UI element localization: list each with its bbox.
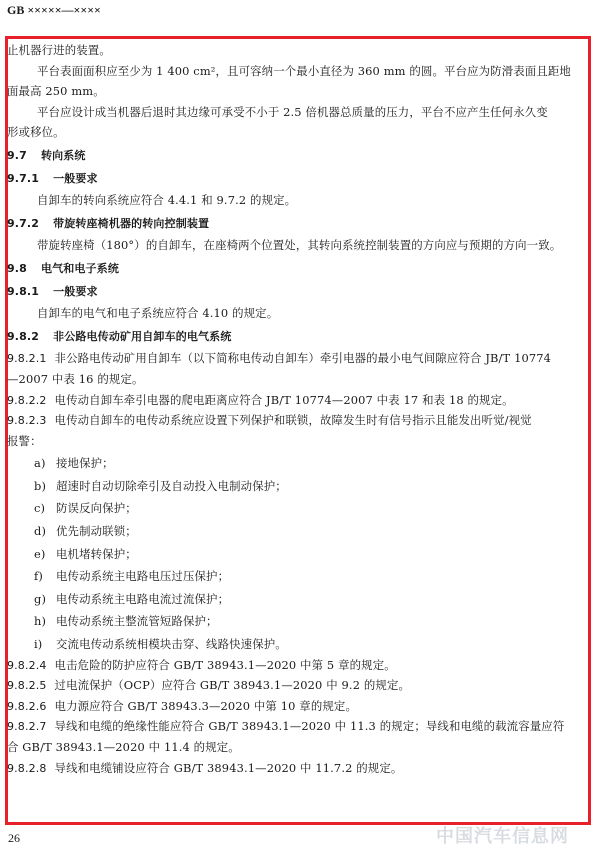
paragraph-line: 面最高 250 mm。 xyxy=(7,84,105,99)
list-item xyxy=(7,521,589,542)
section-title: 带旋转座椅机器的转向控制装置 xyxy=(53,216,210,230)
clause-text-continued: 合 GB/T 38943.1—2020 中 11.4 的规定。 xyxy=(7,740,240,754)
clause-number: 9.8.2.5 xyxy=(7,679,47,693)
watermark-text: 中国汽车信息网 xyxy=(436,826,569,847)
section-title: 转向系统 xyxy=(40,148,86,162)
section-number: 9.7.1 xyxy=(7,171,40,185)
clause-number: 9.8.2.4 xyxy=(7,658,47,672)
paragraph-line: 形或移位。 xyxy=(7,125,65,140)
list-item xyxy=(7,498,589,519)
list-item-label: c) xyxy=(34,501,46,516)
clause-text: 电传动自卸车的电传动系统应设置下列保护和联锁，故障发生时有信号指示且能发出听觉/视觉 xyxy=(54,413,532,428)
clause-number: 9.8.2.2 xyxy=(7,393,47,407)
list-item xyxy=(7,476,589,497)
clause-number: 9.8.2.6 xyxy=(7,699,47,713)
list-item-text: 优先制动联锁； xyxy=(56,524,137,539)
clause-9-8-2-2 xyxy=(7,390,589,411)
list-item-text: 电传动系统主电路电流过流保护； xyxy=(56,591,230,606)
clause-text: 导线和电缆的绝缘性能应符合 GB/T 38943.1—2020 中 11.3 的规定；导线和电缆的载流容量应符 xyxy=(54,719,565,734)
paragraph-line: 平台表面面积应至少为 1 400 cm²，且可容纳一个最小直径为 360 mm 的圆。平台应为防滑表面且距地 xyxy=(37,63,571,78)
list-item-label: i) xyxy=(34,637,43,652)
section-number: 9.7.2 xyxy=(7,216,40,230)
clause-9-8-2-5 xyxy=(7,675,589,696)
list-item xyxy=(7,453,589,474)
clause-number: 9.8.2.3 xyxy=(7,414,47,428)
document-body xyxy=(7,40,589,778)
list-item-text: 超速时自动切除牵引及自动投入电制动保护； xyxy=(56,478,287,493)
paragraph-line: 平台应设计成当机器后退时其边缘可承受不小于 2.5 倍机器总质量的压力，平台不应产生任何永久变 xyxy=(37,104,548,119)
section-title: 一般要求 xyxy=(53,171,98,185)
section-heading-9-7 xyxy=(7,145,589,166)
clause-number: 9.8.2.1 xyxy=(7,352,47,366)
section-number: 9.8.1 xyxy=(7,284,40,298)
section-number: 9.8 xyxy=(7,261,27,275)
list-item-label: e) xyxy=(34,546,46,561)
clause-text: 电传动自卸车牵引电器的爬电距离应符合 JB/T 10774—2007 中表 17 和表 18 的规定。 xyxy=(54,392,514,407)
section-heading-9-7-2 xyxy=(7,213,589,234)
section-title: 一般要求 xyxy=(53,284,98,298)
clause-text: 过电流保护（OCP）应符合 GB/T 38943.1—2020 中 9.2 的规定。 xyxy=(54,678,411,693)
list-item xyxy=(7,566,589,587)
clause-number: 9.8.2.7 xyxy=(7,720,47,734)
section-heading-9-8-2 xyxy=(7,326,589,347)
clause-9-8-2-1 xyxy=(7,348,589,369)
list-item-label: b) xyxy=(34,478,47,493)
clause-9-8-2-8 xyxy=(7,758,589,779)
list-item-label: f) xyxy=(34,569,43,584)
section-heading-9-8 xyxy=(7,258,589,279)
section-body: 带旋转座椅（180°）的自卸车，在座椅两个位置处，其转向系统控制装置的方向应与预期的方向一致。 xyxy=(37,238,562,253)
list-item xyxy=(7,634,589,655)
section-title: 电气和电子系统 xyxy=(40,261,119,275)
section-heading-9-7-1 xyxy=(7,168,589,189)
paragraph-line: 止机器行进的装置。 xyxy=(7,43,111,57)
list-item-label: h) xyxy=(34,614,47,629)
list-item-label: g) xyxy=(34,591,47,606)
clause-text: 导线和电缆铺设应符合 GB/T 38943.1—2020 中 11.7.2 的规定。 xyxy=(54,760,403,775)
clause-text: 电击危险的防护应符合 GB/T 38943.1—2020 中第 5 章的规定。 xyxy=(54,657,396,672)
list-item xyxy=(7,589,589,610)
list-item xyxy=(7,611,589,632)
document-id-header: GB ×××××—×××× xyxy=(7,3,101,17)
page-number: 26 xyxy=(8,831,20,845)
section-title: 非公路电传动矿用自卸车的电气系统 xyxy=(53,329,232,343)
clause-number: 9.8.2.8 xyxy=(7,761,47,775)
clause-9-8-2-3 xyxy=(7,410,589,431)
clause-text-continued: 报警： xyxy=(7,433,42,448)
section-heading-9-8-1 xyxy=(7,281,589,302)
section-body: 自卸车的电气和电子系统应符合 4.10 的规定。 xyxy=(37,306,279,321)
clause-text-continued: —2007 中表 16 的规定。 xyxy=(7,371,144,386)
list-item-text: 交流电传动系统相模块击穿、线路快速保护。 xyxy=(56,637,287,652)
list-item-text: 电传动系统主电路电压过压保护； xyxy=(56,569,230,584)
section-body: 自卸车的转向系统应符合 4.4.1 和 9.7.2 的规定。 xyxy=(37,193,297,208)
clause-text: 电力源应符合 GB/T 38943.3—2020 中第 10 章的规定。 xyxy=(54,698,358,713)
list-item-text: 电传动系统主整流管短路保护； xyxy=(56,614,218,629)
list-item xyxy=(7,544,589,565)
list-item-text: 防误反向保护； xyxy=(56,501,137,516)
list-item-label: a) xyxy=(34,456,46,471)
clause-text: 非公路电传动矿用自卸车（以下简称电传动自卸车）牵引电器的最小电气间隙应符合 JB/T 10774 xyxy=(54,351,552,366)
clause-9-8-2-4 xyxy=(7,655,589,676)
clause-9-8-2-7 xyxy=(7,716,589,737)
list-item-text: 电机堵转保护； xyxy=(56,546,137,561)
list-item-text: 接地保护； xyxy=(56,456,114,471)
section-number: 9.8.2 xyxy=(7,329,40,343)
list-item-label: d) xyxy=(34,524,47,539)
section-number: 9.7 xyxy=(7,148,27,162)
clause-9-8-2-6 xyxy=(7,696,589,717)
